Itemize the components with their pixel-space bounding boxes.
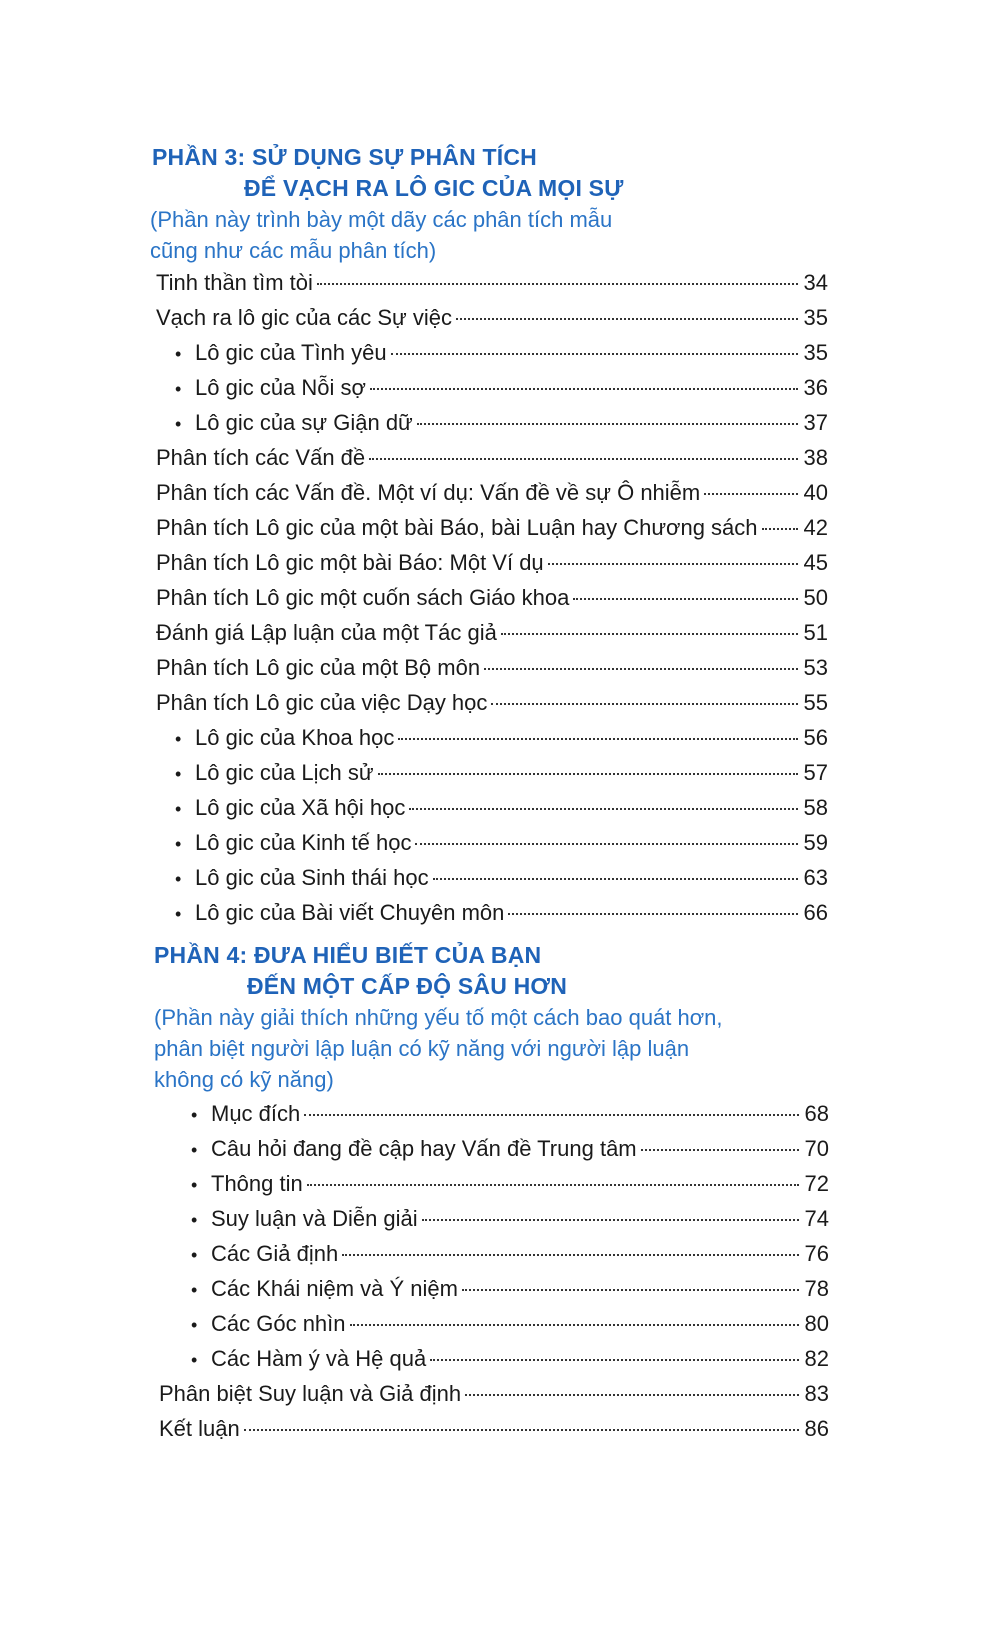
toc-entry[interactable] bbox=[156, 441, 828, 475]
toc-entry[interactable] bbox=[191, 1237, 829, 1271]
toc-entry-label: Mục đích bbox=[211, 1101, 301, 1126]
toc-entry-page: 37 bbox=[803, 410, 828, 435]
dot-leader bbox=[409, 808, 798, 810]
part3-heading bbox=[152, 142, 624, 204]
dot-leader bbox=[417, 423, 798, 425]
toc-entry[interactable] bbox=[159, 1377, 829, 1411]
toc-entry[interactable] bbox=[175, 791, 828, 825]
dot-leader bbox=[491, 703, 798, 705]
bullet-icon: • bbox=[175, 729, 182, 749]
part4-desc-line1: (Phần này giải thích những yếu tố một cách bao quát hơn, bbox=[154, 1005, 723, 1030]
toc-entry[interactable] bbox=[175, 896, 828, 930]
dot-leader bbox=[456, 318, 798, 320]
bullet-icon: • bbox=[191, 1140, 198, 1160]
toc-entry-label: Các Khái niệm và Ý niệm bbox=[211, 1276, 458, 1301]
dot-leader bbox=[548, 563, 798, 565]
toc-entry-label: Lô gic của Lịch sử bbox=[195, 760, 374, 785]
toc-entry-page: 66 bbox=[803, 900, 828, 925]
toc-entry-label: Lô gic của sự Giận dữ bbox=[195, 410, 413, 435]
toc-entry[interactable] bbox=[175, 371, 828, 405]
toc-entry-page: 45 bbox=[803, 550, 828, 575]
toc-entry-label: Lô gic của Nỗi sợ bbox=[195, 375, 366, 400]
toc-entry-label: Phân tích các Vấn đề bbox=[156, 445, 366, 470]
dot-leader bbox=[422, 1219, 799, 1221]
toc-entry-page: 82 bbox=[804, 1346, 829, 1371]
toc-entry[interactable] bbox=[191, 1342, 829, 1376]
toc-entry-label: Phân tích Lô gic một cuốn sách Giáo khoa bbox=[156, 585, 570, 610]
toc-entry-label: Suy luận và Diễn giải bbox=[211, 1206, 418, 1231]
toc-entry-label: Lô gic của Khoa học bbox=[195, 725, 395, 750]
toc-entry-page: 86 bbox=[804, 1416, 829, 1441]
toc-entry[interactable] bbox=[175, 721, 828, 755]
toc-entry-page: 76 bbox=[804, 1241, 829, 1266]
toc-entry-label: Đánh giá Lập luận của một Tác giả bbox=[156, 620, 497, 645]
toc-entry-page: 68 bbox=[804, 1101, 829, 1126]
toc-entry-page: 40 bbox=[803, 480, 828, 505]
dot-leader bbox=[398, 738, 798, 740]
dot-leader bbox=[465, 1394, 799, 1396]
toc-entry[interactable] bbox=[156, 511, 828, 545]
dot-leader bbox=[762, 528, 798, 530]
toc-entry-page: 51 bbox=[803, 620, 828, 645]
toc-entry[interactable] bbox=[156, 476, 828, 510]
toc-entry-label: Phân tích Lô gic của một Bộ môn bbox=[156, 655, 481, 680]
toc-entry-page: 34 bbox=[803, 270, 828, 295]
toc-entry-page: 56 bbox=[803, 725, 828, 750]
bullet-icon: • bbox=[175, 799, 182, 819]
toc-entry-page: 42 bbox=[803, 515, 828, 540]
bullet-icon: • bbox=[191, 1210, 198, 1230]
dot-leader bbox=[501, 633, 798, 635]
dot-leader bbox=[433, 878, 798, 880]
toc-entry-page: 50 bbox=[803, 585, 828, 610]
toc-entry[interactable] bbox=[191, 1202, 829, 1236]
toc-entry-page: 55 bbox=[803, 690, 828, 715]
toc-entry-page: 35 bbox=[803, 305, 828, 330]
dot-leader bbox=[508, 913, 798, 915]
bullet-icon: • bbox=[191, 1245, 198, 1265]
bullet-icon: • bbox=[175, 414, 182, 434]
part3-title-line1: PHẦN 3: SỬ DỤNG SỰ PHÂN TÍCH bbox=[152, 144, 537, 170]
toc-entry[interactable] bbox=[191, 1307, 829, 1341]
toc-entry[interactable] bbox=[175, 826, 828, 860]
bullet-icon: • bbox=[191, 1280, 198, 1300]
toc-entry[interactable] bbox=[175, 406, 828, 440]
toc-entry-label: Phân tích Lô gic của việc Dạy học bbox=[156, 690, 488, 715]
toc-entry-label: Phân tích Lô gic của một bài Báo, bài Luận hay Chương sách bbox=[156, 515, 758, 540]
part4-heading bbox=[154, 940, 567, 1002]
toc-entry-label: Vạch ra lô gic của các Sự việc bbox=[156, 305, 452, 330]
bullet-icon: • bbox=[191, 1105, 198, 1125]
toc-entry[interactable] bbox=[156, 581, 828, 615]
toc-entry-label: Lô gic của Xã hội học bbox=[195, 795, 406, 820]
dot-leader bbox=[350, 1324, 799, 1326]
dot-leader bbox=[415, 843, 798, 845]
dot-leader bbox=[244, 1429, 799, 1431]
toc-entry-page: 63 bbox=[803, 865, 828, 890]
part4-title-line1: PHẦN 4: ĐƯA HIỂU BIẾT CỦA BẠN bbox=[154, 942, 542, 968]
bullet-icon: • bbox=[191, 1350, 198, 1370]
toc-entry[interactable] bbox=[175, 861, 828, 895]
toc-entry-page: 80 bbox=[804, 1311, 829, 1336]
toc-entry-label: Các Giả định bbox=[211, 1241, 339, 1266]
dot-leader bbox=[369, 458, 798, 460]
bullet-icon: • bbox=[175, 869, 182, 889]
bullet-icon: • bbox=[191, 1315, 198, 1335]
toc-entry[interactable] bbox=[191, 1097, 829, 1131]
toc-entry-label: Phân tích Lô gic một bài Báo: Một Ví dụ bbox=[156, 550, 544, 575]
toc-entry-page: 35 bbox=[803, 340, 828, 365]
toc-entry[interactable] bbox=[175, 336, 828, 370]
toc-entry[interactable] bbox=[191, 1167, 829, 1201]
toc-entry-label: Câu hỏi đang đề cập hay Vấn đề Trung tâm bbox=[211, 1136, 637, 1161]
part3-title-line2: ĐỂ VẠCH RA LÔ GIC CỦA MỌI SỰ bbox=[244, 175, 624, 201]
toc-entry-page: 74 bbox=[804, 1206, 829, 1231]
part3-desc-line1: (Phần này trình bày một dãy các phân tích mẫu bbox=[150, 207, 613, 232]
bullet-icon: • bbox=[191, 1175, 198, 1195]
dot-leader bbox=[573, 598, 798, 600]
part4-desc-line3: không có kỹ năng) bbox=[154, 1067, 334, 1092]
dot-leader bbox=[304, 1114, 799, 1116]
toc-entry-page: 72 bbox=[804, 1171, 829, 1196]
toc-entry[interactable] bbox=[159, 1412, 829, 1446]
toc-entry-label: Lô gic của Sinh thái học bbox=[195, 865, 429, 890]
toc-entry-label: Lô gic của Bài viết Chuyên môn bbox=[195, 900, 505, 925]
bullet-icon: • bbox=[175, 344, 182, 364]
dot-leader bbox=[704, 493, 798, 495]
dot-leader bbox=[430, 1359, 799, 1361]
toc-entry-label: Thông tin bbox=[211, 1171, 303, 1196]
dot-leader bbox=[370, 388, 798, 390]
toc-entry-label: Tinh thần tìm tòi bbox=[156, 270, 313, 295]
dot-leader bbox=[307, 1184, 799, 1186]
toc-entry[interactable] bbox=[156, 651, 828, 685]
toc-entry-label: Các Góc nhìn bbox=[211, 1311, 346, 1336]
toc-entry[interactable] bbox=[156, 266, 828, 300]
bullet-icon: • bbox=[175, 379, 182, 399]
toc-entry-page: 83 bbox=[804, 1381, 829, 1406]
toc-entry-label: Phân biệt Suy luận và Giả định bbox=[159, 1381, 462, 1406]
bullet-icon: • bbox=[175, 834, 182, 854]
toc-entry-page: 58 bbox=[803, 795, 828, 820]
toc-entry[interactable] bbox=[156, 616, 828, 650]
toc-entry-label: Lô gic của Tình yêu bbox=[195, 340, 387, 365]
part3-description bbox=[150, 204, 612, 266]
bullet-icon: • bbox=[175, 764, 182, 784]
toc-entry[interactable] bbox=[175, 756, 828, 790]
toc-entry[interactable] bbox=[191, 1272, 829, 1306]
toc-entry-label: Các Hàm ý và Hệ quả bbox=[211, 1346, 427, 1371]
part4-description bbox=[154, 1002, 723, 1095]
dot-leader bbox=[378, 773, 798, 775]
toc-entry[interactable] bbox=[191, 1132, 829, 1166]
toc-entry-label: Lô gic của Kinh tế học bbox=[195, 830, 412, 855]
toc-entry-page: 57 bbox=[803, 760, 828, 785]
toc-entry-label: Phân tích các Vấn đề. Một ví dụ: Vấn đề về sự Ô nhiễm bbox=[156, 480, 701, 505]
toc-entry[interactable] bbox=[156, 546, 828, 580]
dot-leader bbox=[342, 1254, 799, 1256]
dot-leader bbox=[317, 283, 798, 285]
toc-entry-page: 36 bbox=[803, 375, 828, 400]
dot-leader bbox=[484, 668, 798, 670]
toc-entry-page: 59 bbox=[803, 830, 828, 855]
part4-title-line2: ĐẾN MỘT CẤP ĐỘ SÂU HƠN bbox=[247, 973, 568, 999]
dot-leader bbox=[462, 1289, 799, 1291]
part3-desc-line2: cũng như các mẫu phân tích) bbox=[150, 238, 437, 263]
toc-entry[interactable] bbox=[156, 686, 828, 720]
toc-entry[interactable] bbox=[156, 301, 828, 335]
toc-entry-page: 78 bbox=[804, 1276, 829, 1301]
toc-entry-page: 70 bbox=[804, 1136, 829, 1161]
part4-desc-line2: phân biệt người lập luận có kỹ năng với người lập luận bbox=[154, 1036, 690, 1061]
toc-entry-page: 38 bbox=[803, 445, 828, 470]
bullet-icon: • bbox=[175, 904, 182, 924]
dot-leader bbox=[391, 353, 798, 355]
dot-leader bbox=[641, 1149, 799, 1151]
toc-entry-page: 53 bbox=[803, 655, 828, 680]
toc-entry-label: Kết luận bbox=[159, 1416, 240, 1441]
